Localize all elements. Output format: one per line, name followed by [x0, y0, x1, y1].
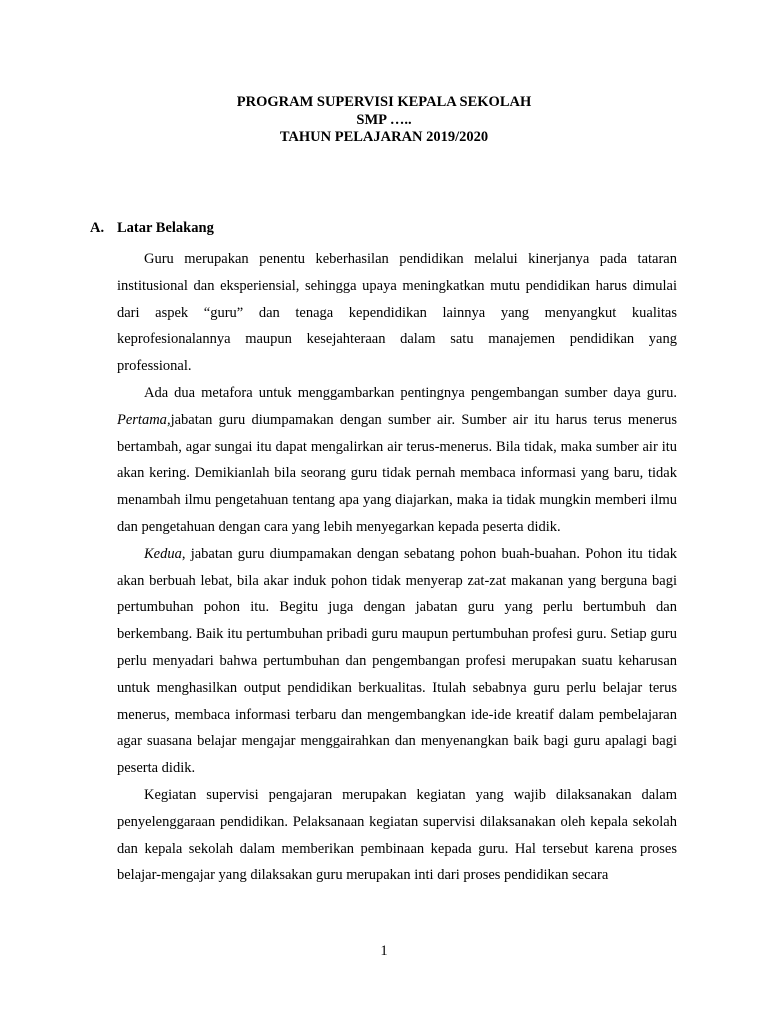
- paragraph-2-italic: Pertama: [117, 411, 167, 428]
- paragraph-2-start: Ada dua metafora untuk menggambarkan pentingnya pengembangan sumber daya guru.: [144, 384, 677, 401]
- paragraph-4: Kegiatan supervisi pengajaran merupakan kegiatan yang wajib dilaksanakan dalam penyelenggaraan pendidikan. Pelaksanaan kegiatan supervisi dilaksanakan oleh kepala sekolah dan kepala sekolah dalam memberikan pembinaan kepada guru. Hal tersebut karena proses belajar-mengajar yang dilaksakan guru merupakan inti dari proses pendidikan secara: [117, 786, 677, 884]
- section-letter: A.: [90, 220, 105, 236]
- title-line-program: PROGRAM SUPERVISI KEPALA SEKOLAH: [236, 94, 532, 110]
- document-title: [0, 94, 768, 147]
- paragraph-1: Guru merupakan penentu keberhasilan pendidikan melalui kinerjanya pada tataran institusional dan eksperiensial, sehingga upaya meningkatkan mutu pendidikan harus dimulai dari aspek “guru” dan tenaga kependidikan lainnya yang menyangkut kualitas keprofesionalannya maupun kesejahteraan dalam satu manajemen pendidikan yang professional.: [117, 251, 677, 375]
- paragraph-3: [117, 541, 677, 782]
- title-line-year: TAHUN PELAJARAN 2019/2020: [279, 129, 489, 145]
- paragraph-3-italic: Kedua: [144, 545, 182, 562]
- paragraph-2: [117, 380, 677, 541]
- body-text: [117, 246, 677, 889]
- title-line-school: SMP …..: [356, 111, 412, 128]
- page-number: 1: [380, 943, 388, 959]
- paragraph-3-rest: , jabatan guru diumpamakan dengan sebatang pohon buah-buahan. Pohon itu tidak akan berbuah lebat, bila akar induk pohon tidak menyerap zat-zat makanan yang berguna bagi pertumbuhan pohon itu. Begitu juga dengan jabatan guru yang perlu bertumbuh dan berkembang. Baik itu pertumbuhan pribadi guru maupun pertumbuhan profesi guru. Setiap guru perlu menyadari bahwa pertumbuhan dan pengembangan profesi merupakan suatu keharusan untuk menghasilkan output pendidikan berkualitas. Itulah sebabnya guru perlu belajar terus menerus, membaca informasi terbaru dan mengembangkan ide-ide kreatif dalam pembelajaran agar suasana belajar mengajar menggairahkan dan menyenangkan baik bagi guru apalagi bagi peserta didik.: [117, 545, 677, 777]
- section-title: Latar Belakang: [117, 220, 214, 236]
- section-heading: [90, 220, 214, 237]
- paragraph-2-rest: ,jabatan guru diumpamakan dengan sumber air. Sumber air itu harus terus menerus bertambah, agar sungai itu dapat mengalirkan air terus-menerus. Bila tidak, maka sumber air itu akan kering. Demikianlah bila seorang guru tidak pernah membaca informasi yang baru, tidak menambah ilmu pengetahuan tentang apa yang diajarkan, maka ia tidak mungkin memberi ilmu dan pengetahuan dengan cara yang lebih menyegarkan kepada peserta didik.: [117, 411, 677, 535]
